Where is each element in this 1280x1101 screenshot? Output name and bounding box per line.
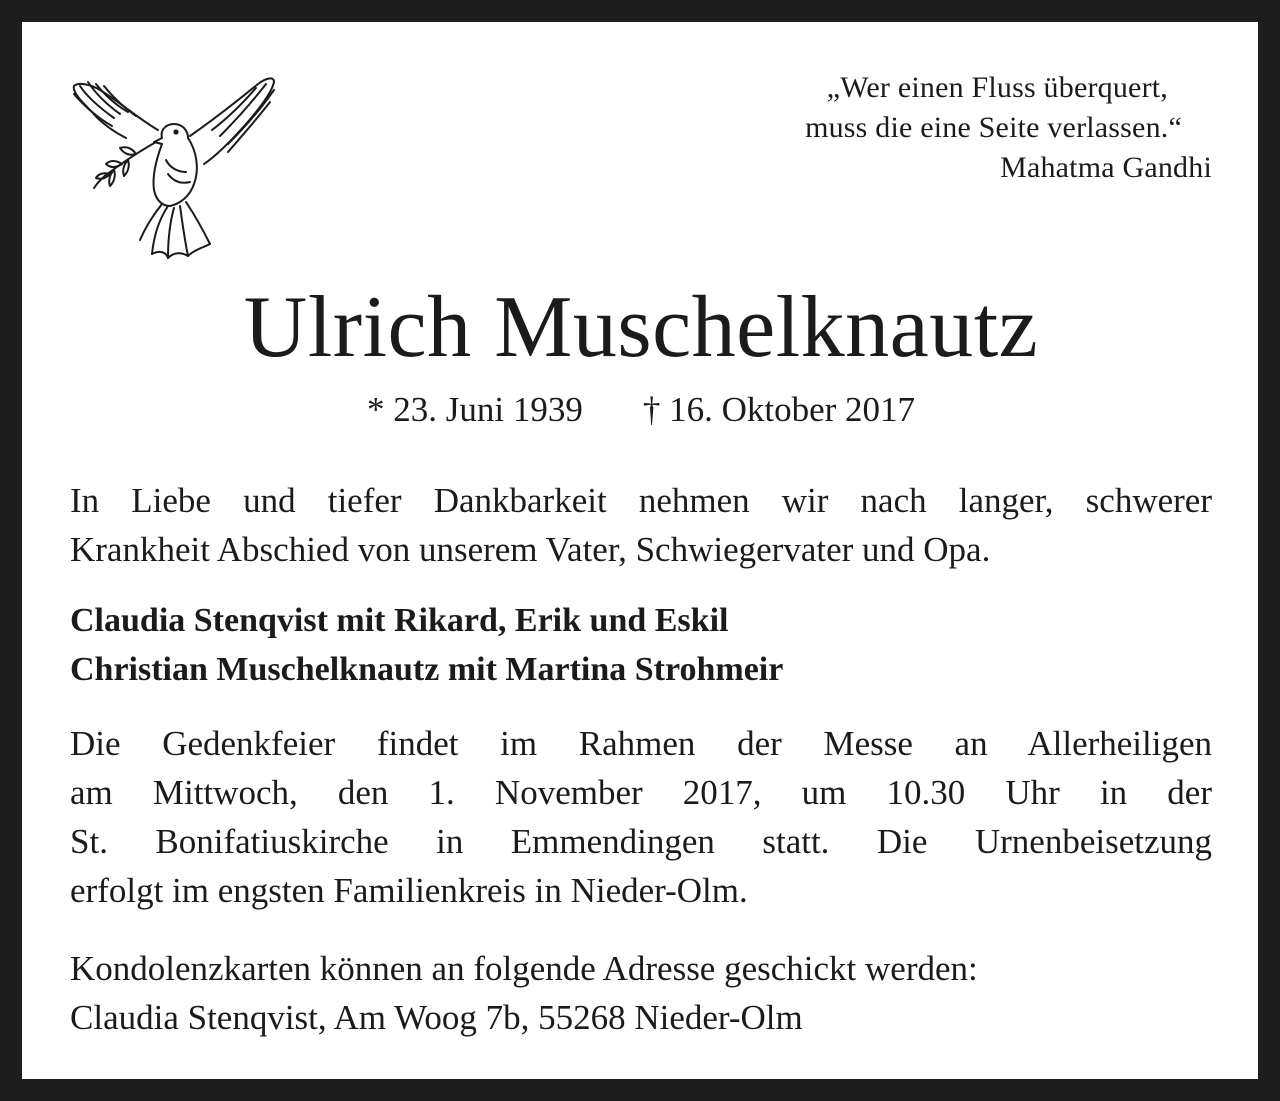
ceremony-line-3: St. Bonifatiuskirche in Emmendingen statt. Die Urnenbeisetzung	[70, 822, 1212, 861]
family-names	[70, 596, 1212, 694]
condolence-line-2: Claudia Stenqvist, Am Woog 7b, 55268 Nieder-Olm	[70, 998, 803, 1037]
intro-paragraph	[70, 476, 1212, 574]
life-dates	[70, 388, 1212, 432]
death-date: † 16. Oktober 2017	[642, 390, 916, 429]
obituary-notice	[70, 60, 1212, 1060]
deceased-name: Ulrich Muschelknautz	[243, 279, 1039, 376]
condolence-paragraph	[70, 944, 1212, 1042]
gandhi-quote	[692, 68, 1212, 188]
dove-with-olive-branch-icon	[70, 72, 280, 272]
family-line-2: Christian Muschelknautz mit Martina Strohmeir	[70, 651, 784, 688]
ceremony-line-4: erfolgt im engsten Familienkreis in Nieder-Olm.	[70, 871, 748, 910]
intro-line-2: Krankheit Abschied von unserem Vater, Schwiegervater und Opa.	[70, 530, 991, 569]
quote-line-2: muss die eine Seite verlassen.“	[805, 111, 1182, 144]
condolence-line-1: Kondolenzkarten können an folgende Adresse geschickt werden:	[70, 949, 978, 988]
ceremony-paragraph	[70, 719, 1212, 915]
quote-author: Mahatma Gandhi	[1000, 151, 1212, 184]
ceremony-line-1: Die Gedenkfeier findet im Rahmen der Messe an Allerheiligen	[70, 724, 1212, 763]
family-line-1: Claudia Stenqvist mit Rikard, Erik und Eskil	[70, 602, 729, 639]
quote-line-1: „Wer einen Fluss überquert,	[826, 71, 1168, 104]
intro-line-1: In Liebe und tiefer Dankbarkeit nehmen wir nach langer, schwerer	[70, 481, 1212, 520]
birth-date: * 23. Juni 1939	[366, 390, 583, 429]
ceremony-line-2: am Mittwoch, den 1. November 2017, um 10.30 Uhr in der	[70, 773, 1212, 812]
